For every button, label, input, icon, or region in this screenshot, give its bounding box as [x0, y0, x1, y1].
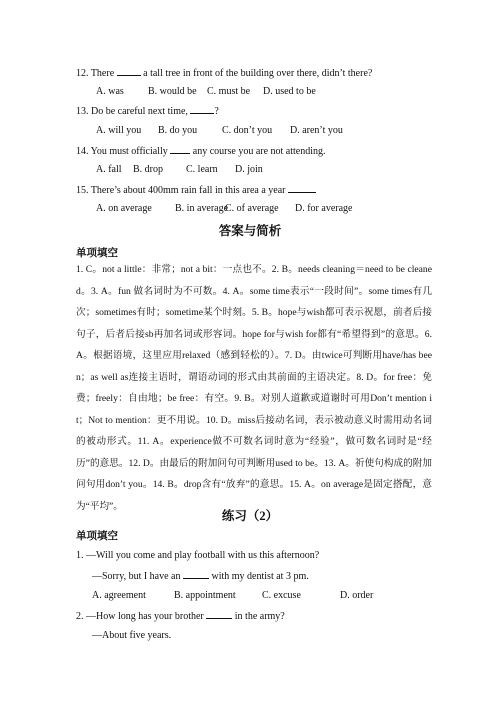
question-1: 1. —Will you come and play football with us this afternoon?	[76, 550, 320, 561]
option-d: D. aren’t you	[290, 125, 343, 136]
answer-blank	[117, 66, 141, 76]
option-c: C. must be	[207, 86, 251, 97]
option-a: A. will you	[96, 125, 142, 136]
option-a: A. on average	[96, 203, 152, 214]
section-label: 单项填空	[76, 248, 118, 259]
answer-blank	[288, 183, 316, 193]
section-label: 单项填空	[76, 531, 118, 542]
option-c: C. don’t you	[222, 125, 273, 136]
answer-explanations: 1. C。not a little：非常；not a bit：一点也不。2. B。needs cleaning＝need to be cleaned。3. A。fun 做名词时为不可数。4. A。some time表示“一段时间”。some times有几次；sometimes有时；sometime某个时刻。5. B。hope与wish都可表示祝愿，前者后接句子，后者后接sb再加名词或形容词。hope for与wish for都有“希望得到”的意思。6. A。根据语境，这里应用relaxed（感到轻松的）。7. D。由twice可判断用have/has been；as well as连接主语时，谓语动词的形式由其前面的主语决定。8. D。for free：免费；freely：自由地；be free：有空。9. B。对别人道歉或道谢时可用Don’t mention it；Not to mention：更不用说。10. D。miss后接动名词，表示被动意义时需用动名词的被动形式。11. A。experience做不可数名词时意为“经验”，做可数名词时是“经历”的意思。12. D。由最后的附加问句可判断用used to be。13. A。祈使句构成的附加问句用don’t you。14. B。drop含有“放弃”的意思。15. A。on average是固定搭配，意为“平均”。	[76, 264, 432, 512]
option-d: D. join	[235, 164, 263, 175]
option-c: C. of average	[225, 203, 279, 214]
option-d: D. order	[340, 590, 374, 601]
question-1-reply: —Sorry, but I have an with my dentist at 3 pm.	[92, 571, 309, 582]
answer-blank	[190, 104, 214, 114]
question-2-reply: —About five years.	[92, 630, 172, 641]
question-14: 14. You must officially any course you are not attending.	[76, 146, 326, 157]
question-2: 2. —How long has your brother in the army?	[76, 611, 285, 622]
option-d: D. used to be	[263, 86, 316, 97]
option-b: B. do you	[158, 125, 198, 136]
option-d: D. for average	[295, 203, 353, 214]
option-a: A. fall	[96, 164, 122, 175]
answer-blank	[170, 144, 190, 154]
option-b: B. would be	[148, 86, 197, 97]
option-c: C. excuse	[262, 590, 301, 601]
option-a: A. agreement	[92, 590, 146, 601]
answer-blank	[206, 609, 232, 619]
option-b: B. appointment	[174, 590, 236, 601]
option-c: C. learn	[186, 164, 218, 175]
question-12: 12. There a tall tree in front of the building over there, didn’t there?	[76, 68, 373, 79]
question-15: 15. There’s about 400mm rain fall in this area a year	[76, 183, 316, 197]
answer-blank	[183, 569, 209, 579]
option-b: B. drop	[133, 164, 163, 175]
exercise-heading: 练习（2）	[221, 509, 279, 523]
question-13: 13. Do be careful next time, ?	[76, 106, 219, 117]
answers-heading: 答案与简析	[218, 224, 282, 238]
option-b: B. in average	[175, 203, 229, 214]
option-a: A. was	[96, 86, 124, 97]
